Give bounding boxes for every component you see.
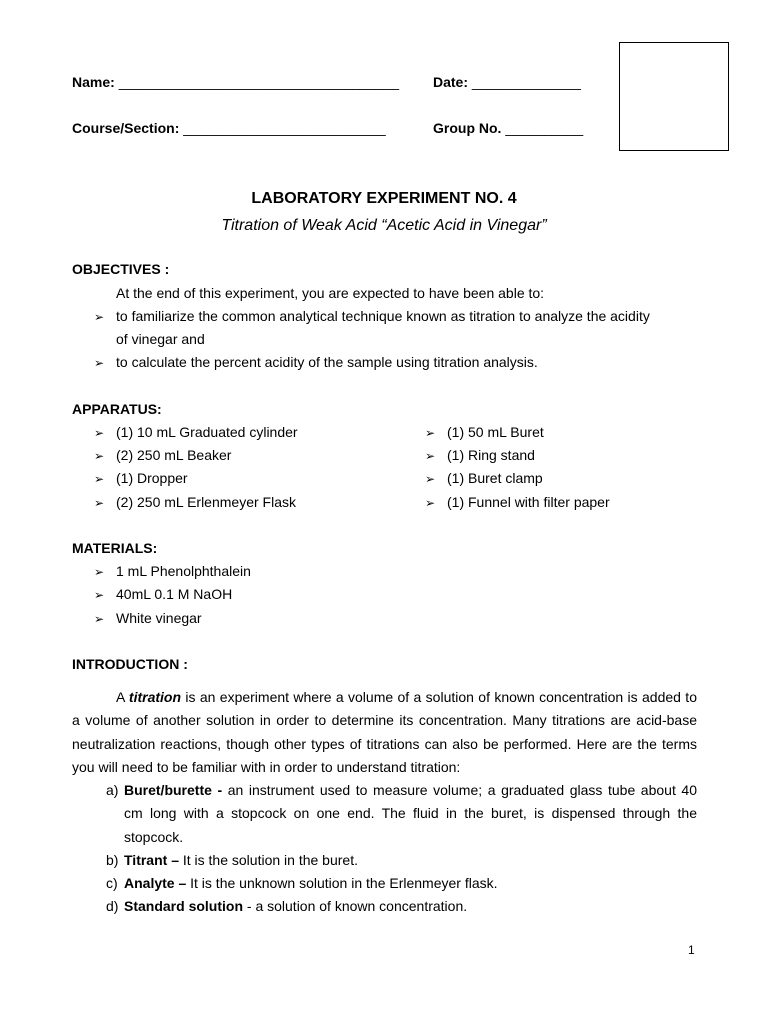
material-item: White vinegar xyxy=(116,610,202,626)
intro-term: titration xyxy=(128,689,182,705)
apparatus-item: (2) 250 mL Erlenmeyer Flask xyxy=(116,494,296,510)
bullet-icon: ➢ xyxy=(94,310,105,324)
materials-heading: MATERIALS: xyxy=(72,540,158,556)
apparatus-heading: APPARATUS: xyxy=(72,401,162,417)
apparatus-item: (1) Dropper xyxy=(116,470,188,486)
definition-item xyxy=(106,895,697,918)
bullet-icon: ➢ xyxy=(94,588,105,602)
definition-letter: a) xyxy=(106,782,119,798)
bullet-icon: ➢ xyxy=(94,496,105,510)
bullet-icon: ➢ xyxy=(425,449,436,463)
introduction-paragraph xyxy=(72,686,697,779)
apparatus-item: (2) 250 mL Beaker xyxy=(116,447,232,463)
apparatus-item: (1) Buret clamp xyxy=(447,470,543,486)
page-number: 1 xyxy=(688,943,695,957)
bullet-icon: ➢ xyxy=(94,449,105,463)
bullet-icon: ➢ xyxy=(425,472,436,486)
page-subtitle: Titration of Weak Acid “Acetic Acid in Vinegar” xyxy=(221,217,547,234)
definition-term: Standard solution xyxy=(124,898,243,914)
bullet-icon: ➢ xyxy=(425,496,436,510)
photo-box xyxy=(619,42,729,151)
definition-letter: b) xyxy=(106,852,119,868)
objectives-intro: At the end of this experiment, you are expected to have been able to: xyxy=(116,285,545,301)
bullet-icon: ➢ xyxy=(94,472,105,486)
group-label: Group No. xyxy=(433,120,502,136)
group-field xyxy=(433,120,583,136)
definition-letter: c) xyxy=(106,875,118,891)
date-blank: ______________ xyxy=(471,74,581,90)
objectives-heading: OBJECTIVES : xyxy=(72,261,170,277)
definition-term: Titrant – xyxy=(124,852,179,868)
definition-term: Buret/burette - xyxy=(124,782,223,798)
definition-letter: d) xyxy=(106,898,119,914)
apparatus-item: (1) 10 mL Graduated cylinder xyxy=(116,424,298,440)
intro-text-rest: is an experiment where a volume of a solution of known concentration is added to a volume of another solution in order to determine its concentration. Many titrations are acid-base neutralization reactions, though other types of titrations can also be performed. Here are the terms you will need to be familiar with in order to understand titration: xyxy=(72,689,697,775)
definition-item xyxy=(106,779,697,849)
definition-text: It is the unknown solution in the Erlenmeyer flask. xyxy=(186,875,498,891)
definition-text: It is the solution in the buret. xyxy=(178,852,358,868)
objective-item-1: to familiarize the common analytical technique known as titration to analyze the acidity xyxy=(116,308,650,324)
course-field xyxy=(72,120,386,136)
definition-text: an instrument used to measure volume; a graduated glass tube about 40 cm long with a stopcock on one end. The fluid in the buret, is dispensed through the stopcock. xyxy=(124,782,698,845)
introduction-heading: INTRODUCTION : xyxy=(72,656,188,672)
definition-item xyxy=(106,872,697,895)
course-label: Course/Section: xyxy=(72,120,180,136)
course-blank: __________________________ xyxy=(183,120,386,136)
apparatus-item: (1) Funnel with filter paper xyxy=(447,494,610,510)
page-title: LABORATORY EXPERIMENT NO. 4 xyxy=(251,190,517,207)
objective-item-1-cont: of vinegar and xyxy=(116,331,205,347)
objective-item-2: to calculate the percent acidity of the sample using titration analysis. xyxy=(116,354,538,370)
definition-term: Analyte – xyxy=(124,875,187,891)
date-field xyxy=(433,74,581,90)
material-item: 1 mL Phenolphthalein xyxy=(116,563,251,579)
date-label: Date: xyxy=(433,74,469,90)
definition-item xyxy=(106,849,697,872)
bullet-icon: ➢ xyxy=(94,612,105,626)
apparatus-item: (1) Ring stand xyxy=(447,447,535,463)
name-blank: ____________________________________ xyxy=(118,74,399,90)
bullet-icon: ➢ xyxy=(94,356,105,370)
bullet-icon: ➢ xyxy=(94,426,105,440)
intro-text-start: A xyxy=(116,689,129,705)
name-field xyxy=(72,74,399,90)
bullet-icon: ➢ xyxy=(94,565,105,579)
group-blank: __________ xyxy=(505,120,584,136)
apparatus-item: (1) 50 mL Buret xyxy=(447,424,544,440)
name-label: Name: xyxy=(72,74,115,90)
material-item: 40mL 0.1 M NaOH xyxy=(116,586,233,602)
definition-text: - a solution of known concentration. xyxy=(243,898,468,914)
bullet-icon: ➢ xyxy=(425,426,436,440)
